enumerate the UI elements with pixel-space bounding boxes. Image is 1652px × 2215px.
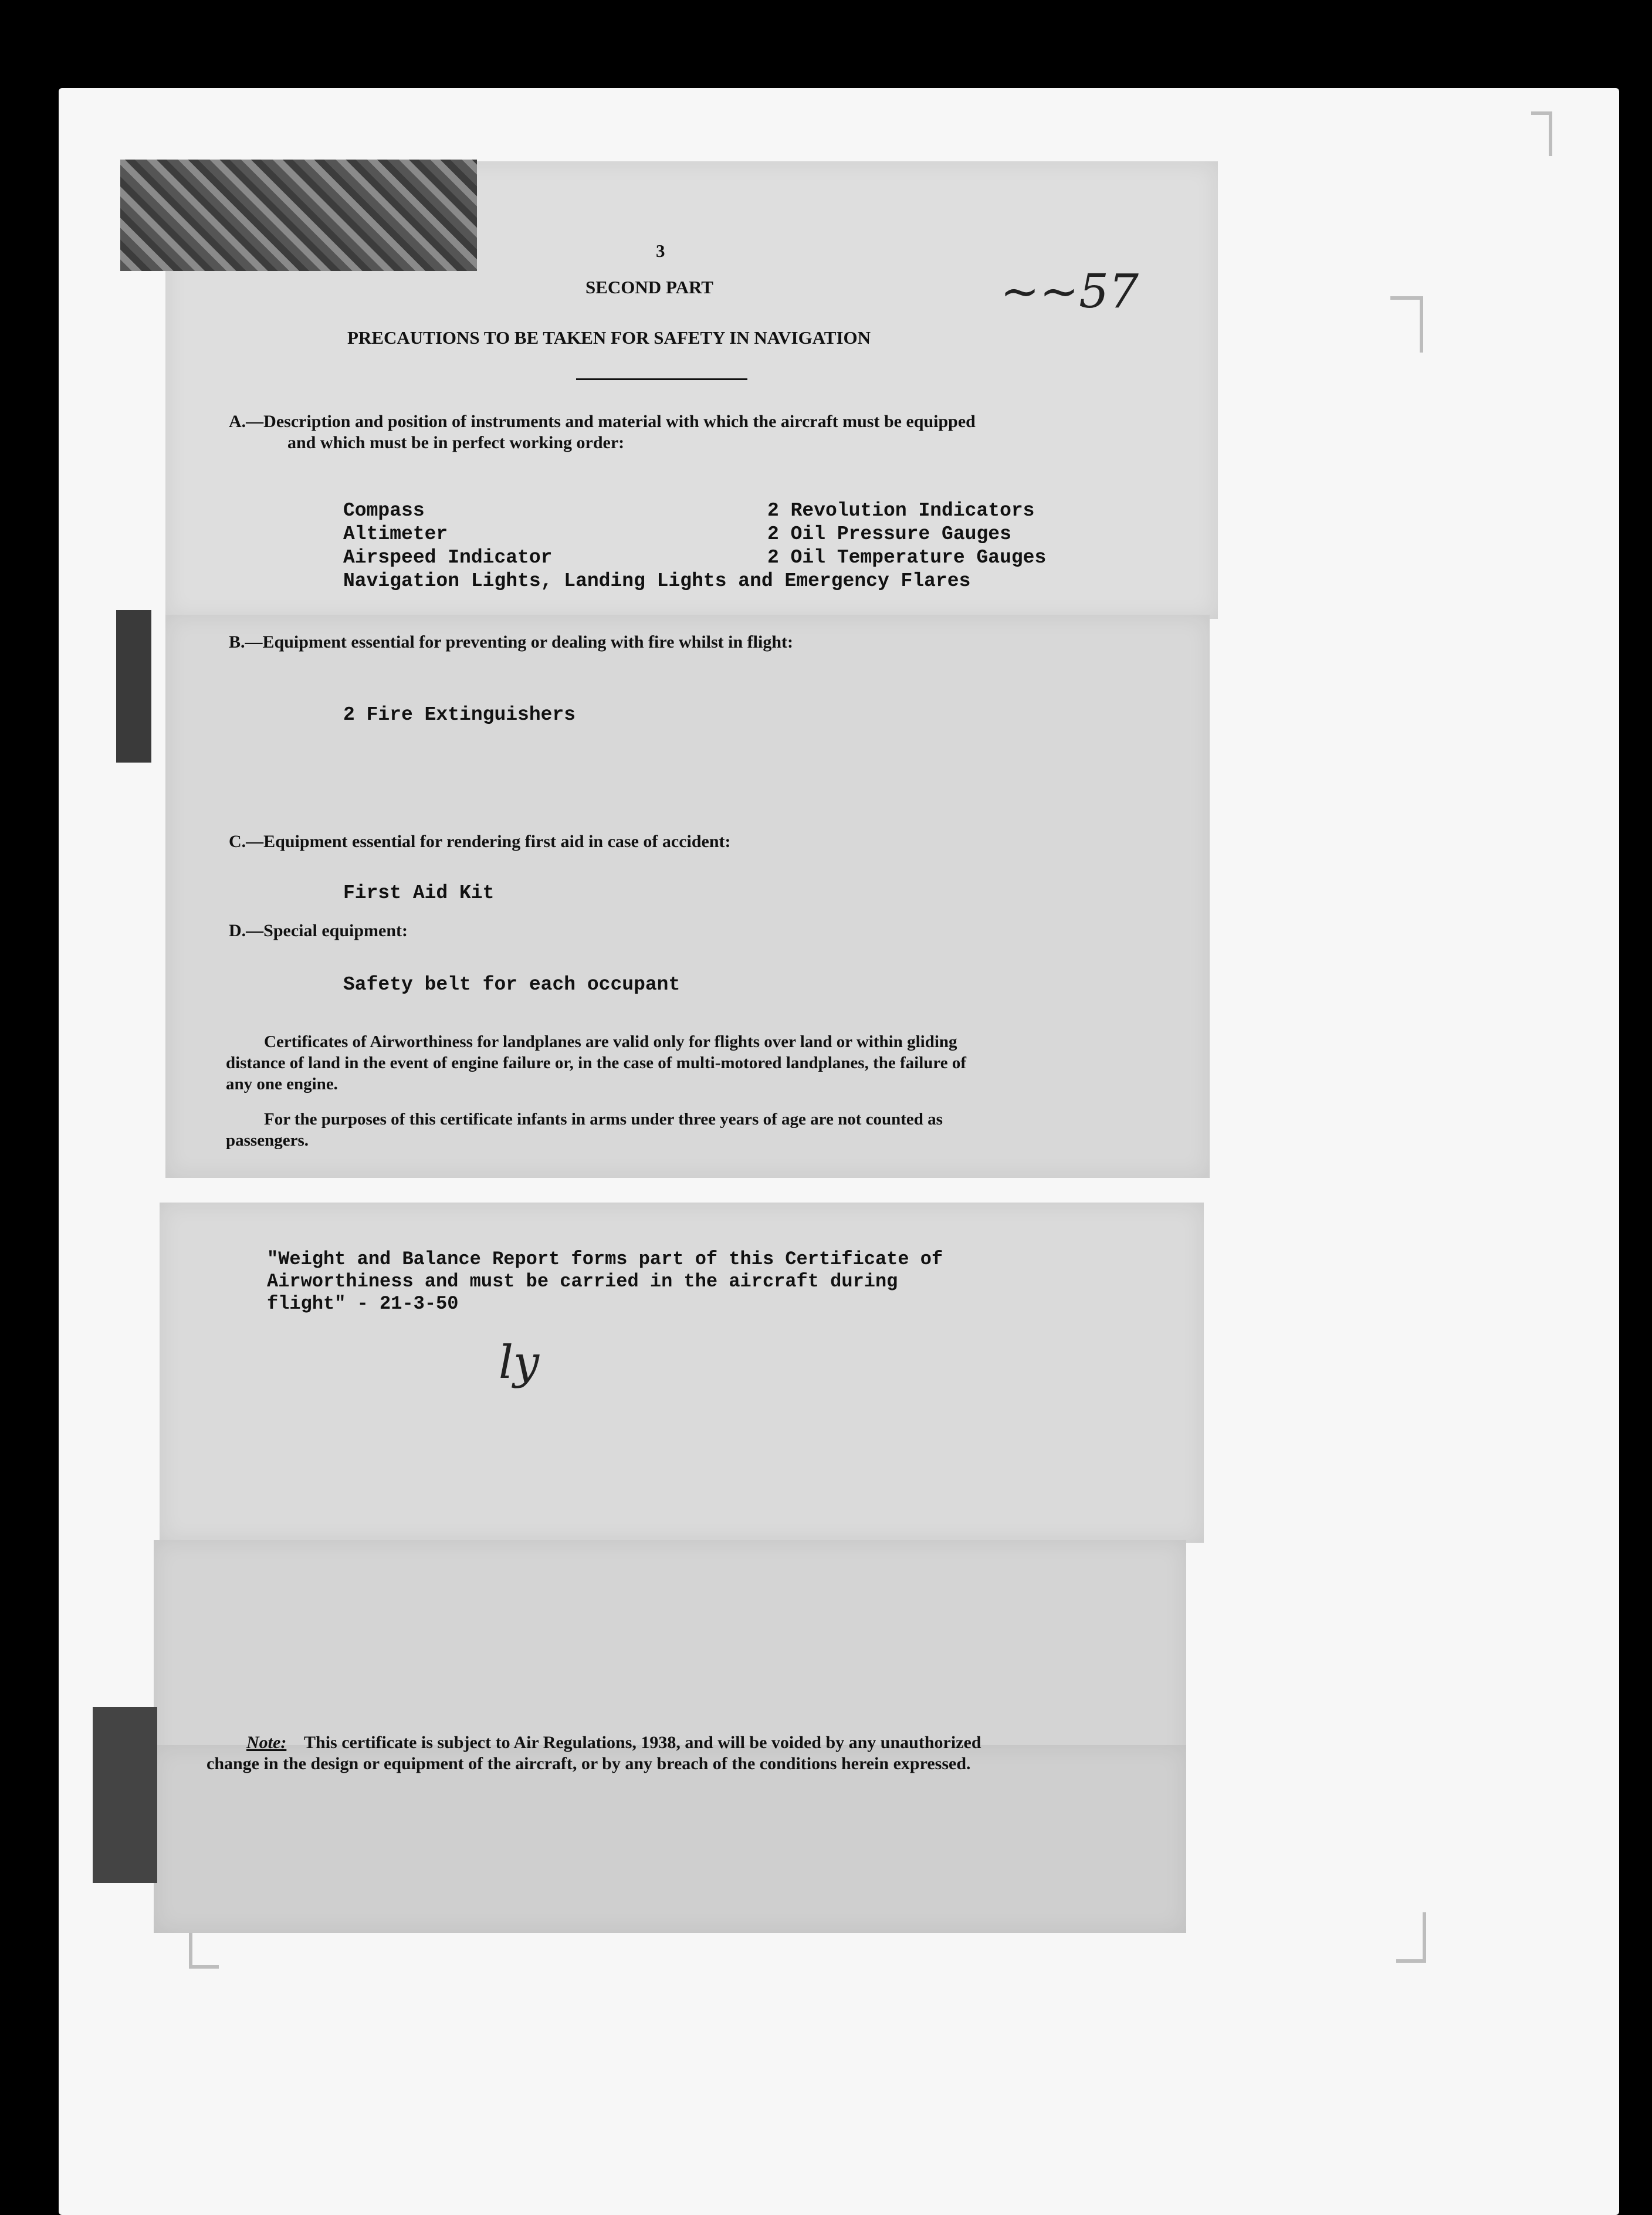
endorsement-initials: ly — [499, 1336, 540, 1389]
endorsement-line3: flight" - 21-3-50 — [267, 1293, 459, 1315]
part-heading: SECOND PART — [585, 277, 713, 297]
section-a-item-full: Navigation Lights, Landing Lights and Emergency Flares — [343, 570, 971, 592]
section-a-item-left-3: Airspeed Indicator — [343, 547, 553, 568]
section-a-item-left-1: Compass — [343, 500, 425, 521]
infants-note-line1: For the purposes of this certificate infants in arms under three years of age are not counted as — [264, 1110, 943, 1129]
crop-mark-inner-right — [1390, 296, 1423, 353]
torn-edge-lower — [93, 1707, 157, 1883]
footer-line2: change in the design or equipment of the aircraft, or by any breach of the conditions herein expressed. — [206, 1754, 971, 1773]
crop-mark-top-right — [1531, 111, 1552, 156]
landplanes-note-line1: Certificates of Airworthiness for landplanes are valid only for flights over land or within gliding — [264, 1032, 957, 1051]
crop-mark-bottom-left — [189, 1930, 219, 1969]
landplanes-note-line2: distance of land in the event of engine failure or, in the case of multi-motored landplanes, the failure of — [226, 1054, 967, 1072]
section-d-item: Safety belt for each occupant — [343, 974, 681, 995]
adhesive-tape-patch — [120, 160, 477, 271]
crop-mark-bottom-right — [1396, 1912, 1426, 1963]
main-heading: PRECAUTIONS TO BE TAKEN FOR SAFETY IN NAVIGATION — [347, 327, 871, 348]
section-a-item-left-2: Altimeter — [343, 523, 448, 545]
section-d-heading: D.—Special equipment: — [229, 921, 408, 940]
section-a-heading-line2: and which must be in perfect working order: — [287, 433, 625, 452]
section-a-item-right-3: 2 Oil Temperature Gauges — [767, 547, 1047, 568]
section-a-item-right-2: 2 Oil Pressure Gauges — [767, 523, 1011, 545]
section-b-item: 2 Fire Extinguishers — [343, 704, 576, 726]
heading-rule — [576, 378, 747, 380]
section-a-heading-line1: A.—Description and position of instruments and material with which the aircraft must be equipped — [229, 412, 976, 431]
section-c-heading: C.—Equipment essential for rendering first aid in case of accident: — [229, 832, 731, 851]
section-a-item-right-1: 2 Revolution Indicators — [767, 500, 1035, 521]
endorsement-line1: "Weight and Balance Report forms part of this Certificate of — [267, 1248, 943, 1270]
footer-note-label: Note: — [246, 1733, 287, 1752]
handwritten-reference: ~~57 — [1000, 264, 1139, 319]
section-b-heading: B.—Equipment essential for preventing or dealing with fire whilst in flight: — [229, 632, 794, 652]
page-number: 3 — [656, 241, 665, 261]
landplanes-note-line3: any one engine. — [226, 1075, 338, 1093]
infants-note-line2: passengers. — [226, 1131, 309, 1150]
torn-edge-upper — [116, 610, 151, 763]
endorsement-line2: Airworthiness and must be carried in the aircraft during — [267, 1271, 898, 1292]
footer-line1: This certificate is subject to Air Regulations, 1938, and will be voided by any unauthorized — [304, 1733, 981, 1752]
section-c-item: First Aid Kit — [343, 882, 495, 904]
